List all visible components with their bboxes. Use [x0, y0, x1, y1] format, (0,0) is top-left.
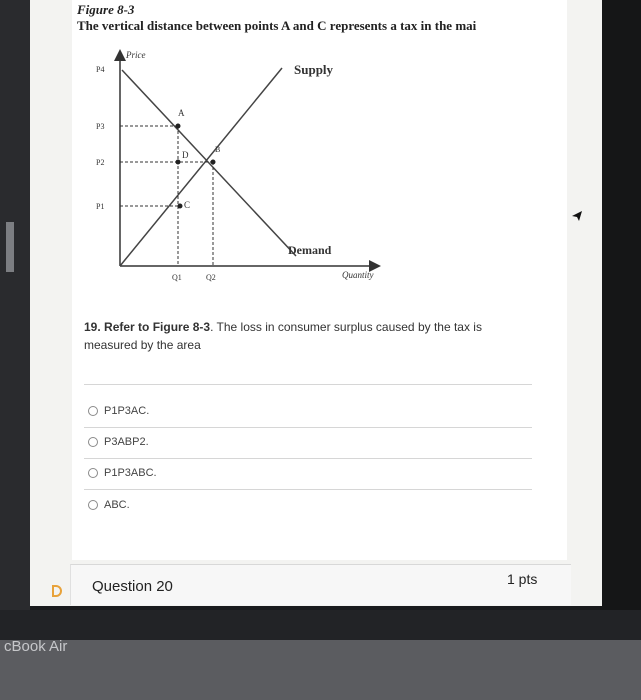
- price-label-p4: P4: [96, 65, 105, 74]
- price-axis-label: Price: [126, 50, 146, 60]
- answer-option-label: P1P3AC.: [104, 405, 150, 417]
- demand-curve: [122, 70, 296, 256]
- question-prompt: [84, 318, 524, 354]
- quantity-axis-label: Quantity: [342, 270, 374, 280]
- supply-label: Supply: [294, 62, 334, 77]
- answers-divider-top: [84, 384, 532, 385]
- screen-bottom-bezel: [0, 610, 641, 640]
- point-b-label: B: [215, 145, 221, 154]
- radio-button[interactable]: [88, 437, 98, 447]
- point-d-label: D: [182, 150, 189, 160]
- price-label-p2: P2: [96, 158, 105, 167]
- point-d-marker: [176, 160, 181, 165]
- device-label: cBook Air: [4, 638, 68, 655]
- answer-option-label: P3ABP2.: [104, 436, 149, 448]
- radio-button[interactable]: [88, 406, 98, 416]
- question-20-title: Question 20: [92, 578, 173, 595]
- figure-description: The vertical distance between points A and C represents a tax in the mai: [77, 18, 477, 33]
- answer-option-3[interactable]: [88, 467, 157, 479]
- answer-option-2[interactable]: [88, 436, 149, 448]
- supply-curve: [120, 68, 282, 266]
- question-text: . The loss in consumer surplus caused by the tax is measured by the area: [84, 320, 482, 352]
- point-b-marker: [211, 160, 216, 165]
- answer-divider: [84, 458, 532, 459]
- answer-option-4[interactable]: [88, 499, 130, 511]
- answer-option-1[interactable]: [88, 405, 149, 417]
- figure-title: Figure 8-3: [77, 2, 135, 17]
- point-a-marker: [176, 124, 181, 129]
- answer-option-label: P1P3ABC.: [104, 467, 157, 479]
- question-20-points: 1 pts: [507, 571, 538, 587]
- answer-option-label: ABC.: [104, 499, 130, 511]
- demand-label: Demand: [288, 243, 332, 257]
- laptop-chin: [0, 640, 641, 700]
- point-a-label: A: [178, 108, 185, 118]
- quantity-label-q1: Q1: [172, 273, 182, 282]
- price-label-p1: P1: [96, 202, 105, 211]
- figure-reference: Refer to Figure 8-3: [104, 320, 211, 334]
- answer-divider: [84, 427, 532, 428]
- supply-demand-graph: [96, 44, 400, 284]
- window-edge-stripe: [6, 222, 14, 272]
- point-c-marker: [178, 204, 183, 209]
- mouse-cursor-icon: [571, 210, 583, 222]
- radio-button[interactable]: [88, 468, 98, 478]
- radio-button[interactable]: [88, 500, 98, 510]
- screen-bezel-right: [600, 0, 641, 640]
- quantity-label-q2: Q2: [206, 273, 216, 282]
- point-c-label: C: [184, 200, 191, 210]
- answer-divider: [84, 489, 532, 490]
- question-number: 19.: [84, 320, 101, 334]
- figure-caption: [77, 2, 476, 34]
- price-label-p3: P3: [96, 122, 105, 131]
- screen-bezel-left: [0, 0, 30, 610]
